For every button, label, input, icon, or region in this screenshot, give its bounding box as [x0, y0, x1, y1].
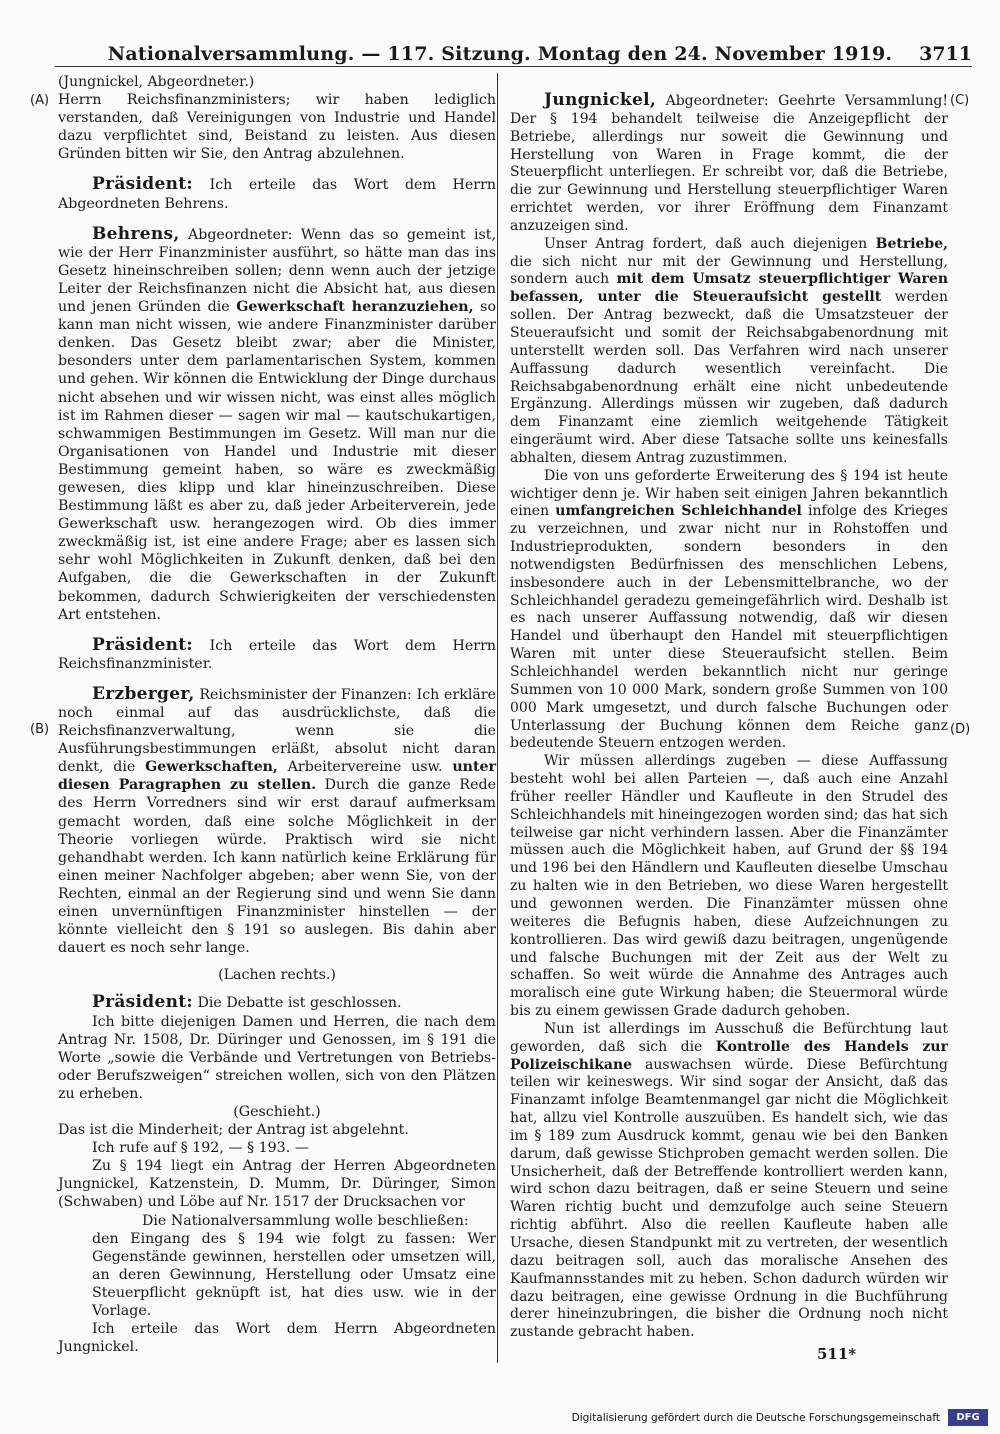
column-divider — [497, 73, 498, 1363]
page-number: 3711 — [919, 43, 972, 65]
running-head: (Jungnickel, Abgeordneter.) — [58, 74, 255, 90]
speaker-name: Jungnickel, — [544, 90, 657, 110]
margin-marker-d: (D) — [950, 722, 971, 737]
paragraph: Behrens, Abgeordneter: Wenn das so gemeint ist, wie der Herr Finanzminister ausführt, so hätte man das ins Gesetz hineinschreiben sollen; denn wenn auch der jetzige Leiter der Reichsfinanzen nicht die Absicht hat, aus diesen und jenen Gründen die Gewerkschaft heranzuziehen, so kann man nicht wissen, wie andere Finanzminister darüber denken. Das Gesetz bleibt zwar; aber die Minister, besonders unter dem parlamentarischen System, kommen und gehen. Wir können die Entwicklung der Dinge durchaus nicht absehen und wir wissen nicht, was einst alles möglich ist im Rahmen dieser — sagen wir mal — kautschukartigen, schwammigen Bestimmungen im Gesetz. Will man nur die Organisationen von Handel und Industrie mit dieser Bestimmung gemeint haben, so wäre es zweckmäßig gewesen, dies klipp und klar hineinzuschreiben. Diese Bestimmung läßt es aber zu, daß jeder Arbeiterverein, jede Gewerkschaft usw. herangezogen wird. Ob dies immer zweckmäßig ist, ist eine andere Frage; aber es lassen sich sehr wohl Möglichkeiten in Zukunft denken, daß bei den Aufgaben, die die Gewerkschaften in der Zukunft bekommen, dadurch Schwierigkeiten der verschiedensten Art entstehen. — [58, 223, 496, 623]
header-title: Nationalversammlung. — 117. Sitzung. Montag den 24. November 1919. — [107, 43, 893, 65]
paragraph: Wir müssen allerdings zugeben — diese Auffassung besteht wohl bei allen Parteien —, daß auch eine Anzahl früher reeller Händler und Kaufleute in den Strudel des Schleichhandels mit hineingezogen worden sind; das hat sich teilweise gar nicht verhindern lassen. Aber die Finanzämter müssen auch die Möglichkeit haben, auf Grund der §§ 194 und 196 bei den Händlern und Kaufleuten dieselbe Umschau zu halten wie in den Betrieben, wo diese Waren hergestellt und gewonnen werden. Die Finanzämter müssen ohne weiteres die Befugnis haben, diese Aufzeichnungen zu kontrollieren. Das wird gewiß dazu beitragen, ungenügende und falsche Buchungen mit der Zeit aus der Welt zu schaffen. So weit würde die Annahme des Antrages auch moralisch eine gute Wirkung haben; die Steuermoral würde bis zu einem gewissen Grade dadurch gehoben. — [510, 753, 948, 1020]
paragraph: Jungnickel, Abgeordneter: Geehrte Versammlung! Der § 194 behandelt teilweise die Anzeigepflicht der Betriebe, allerdings nur soweit die Gewinnung und Herstellung von Waren in Frage kommt, die der Steuerpflicht unterliegen. Er schreibt vor, daß die Betriebe, die zur Gewinnung und Herstellung steuerpflichtiger Waren errichtet werden, vor ihrer Eröffnung dem Finanzamt anzuzeigen sind. — [510, 90, 948, 234]
margin-marker-c: (C) — [950, 93, 970, 108]
interjection: (Geschieht.) — [233, 1103, 321, 1120]
paragraph: Präsident: Ich erteile das Wort dem Herrn Abgeordneten Behrens. — [58, 174, 496, 212]
right-column — [510, 73, 948, 1342]
paragraph: Ich rufe auf § 192, — § 193. — — [92, 1140, 309, 1157]
speaker-name: Präsident: — [92, 992, 193, 1013]
paragraph: Erzberger, Reichsminister der Finanzen: Ich erkläre noch einmal auf das ausdrücklichste, daß die Reichsfinanzverwaltung, wenn sie die Ausführungsbestimmungen erläßt, absolut nicht daran denkt, die Gewerkschaften, Arbeitervereine usw. unter diesen Paragraphen zu stellen. Durch die ganze Rede des Herrn Vorredners sind wir erst darauf aufmerksam gemacht worden, daß eine solche Möglichkeit in der Theorie vorliegen würde. Praktisch wird sie nicht gehandhabt werden. Ich kann natürlich keine Erklärung für einen meiner Nachfolger abgeben; aber wenn Sie, von der Rechten, einmal an der Regierung sind und wenn Sie dann einen unvernünftigen Finanzminister hinstellen — der könnte vielleicht den § 191 so auslegen. Bis dahin aber dauert es noch sehr lange. — [58, 683, 496, 957]
speaker-name: Präsident: — [92, 634, 193, 655]
paragraph: Präsident: Ich erteile das Wort dem Herrn Reichsfinanzminister. — [58, 634, 496, 672]
paragraph: Unser Antrag fordert, daß auch diejenigen Betriebe, die sich nicht nur mit der Gewinnung und Herstellung, sondern auch mit dem Umsatz steuerpflichtiger Waren befassen, unter die Steueraufsicht gestellt werden sollen. Der Antrag bezweckt, daß die Umsatzsteuer der Steueraufsicht und somit der Reichsabgabenordnung mit unterstellt werden soll. Das Verfahren wird nach unserer Auffassung dadurch wesentlich vereinfacht. Die Reichsabgabenordnung erhält eine nicht unbedeutende Ergänzung. Allerdings müssen wir zugeben, daß dadurch dem Finanzamt eine ziemlich weitgehende Tätigkeit eingeräumt wird. Aber diese Tatsache sollte uns keinesfalls abhalten, diesem Antrag zuzustimmen. — [510, 235, 948, 466]
page-header — [0, 40, 1000, 68]
paragraph: Herrn Reichsfinanzministers; wir haben lediglich verstanden, daß Vereinigungen von Industrie und Handel dazu verpflichtet sind, Beistand zu leisten. Aus diesen Gründen bitten wir Sie, den Antrag abzulehnen. — [58, 92, 496, 163]
speaker-name: Präsident: — [92, 174, 193, 195]
motion-text: den Eingang des § 194 wie folgt zu fassen: Wer Gegenstände gewinnen, herstellen oder umsetzen will, an deren Gewinnung, Herstellung oder Umsatz eine Steuerpflicht geknüpft ist, hat dies usw. wie in der Vorlage. — [92, 1230, 496, 1319]
margin-marker-b: (B) — [30, 722, 50, 737]
dfg-logo: DFG — [948, 1409, 988, 1426]
footer-credit: Digitalisierung gefördert durch die Deutsche Forschungsgemeinschaft — [571, 1412, 940, 1424]
paragraph: Das ist die Minderheit; der Antrag ist abgelehnt. — [58, 1122, 409, 1139]
speaker-name: Behrens, — [92, 223, 180, 244]
paragraph: Präsident: Die Debatte ist geschlossen. — [92, 992, 402, 1013]
interjection: (Lachen rechts.) — [218, 967, 336, 984]
speaker-name: Erzberger, — [92, 683, 195, 704]
signature-mark: 511* — [817, 1345, 857, 1363]
header-rule — [55, 66, 972, 67]
paragraph: Zu § 194 liegt ein Antrag der Herren Abgeordneten Jungnickel, Katzenstein, D. Mumm, Dr. Düringer, Simon (Schwaben) und Löbe auf Nr. 1517 der Drucksachen vor — [58, 1158, 496, 1211]
paragraph: Ich erteile das Wort dem Herrn Abgeordneten Jungnickel. — [58, 1321, 496, 1356]
left-column — [58, 73, 496, 1356]
paragraph: Nun ist allerdings im Ausschuß die Befürchtung laut geworden, daß sich die Kontrolle des Handels zur Polizeischikane auswachsen würde. Diese Befürchtung teilen wir keineswegs. Wir sind sogar der Ansicht, daß das Finanzamt infolge Beamtenmangel gar nicht die Möglichkeit hat, allzu viel Kontrolle auszuüben. Es handelt sich, wie das im § 189 zum Ausdruck kommt, genau wie bei den Banken darum, daß gewisse Stichproben gemacht werden sollen. Die Unsicherheit, daß der Betreffende kontrolliert werden kann, wird schon dazu beitragen, daß er seine Steuern und seine Waren richtig bucht und demzufolge auch seine Steuern richtig abführt. Also die reellen Kaufleute haben alle Ursache, diesen Standpunkt mit zu vertreten, der wesentlich dazu beitragen soll, auch das moralische Ansehen des Kaufmannsstandes mit zu heben. Schon dadurch würden wir dazu beitragen, eine gewisse Ordnung in die Buchführung derer hineinzubringen, die bisher die Ordnung noch nicht zustande gebracht haben. — [510, 1020, 948, 1341]
paragraph: Die von uns geforderte Erweiterung des § 194 ist heute wichtiger denn je. Wir haben seit einigen Jahren bekanntlich einen umfangreichen Schleichhandel infolge des Krieges zu verzeichnen, und zwar nicht nur in Rohstoffen und Industrieprodukten, sondern besonders in den notwendigsten Bedürfnissen des menschlichen Lebens, insbesondere auch in der Lebensmittelbranche, wo der Schleichhandel geradezu gemeingefährlich wird. Deshalb ist es nach unserer Auffassung notwendig, daß wir diesen Handel und überhaupt den Handel mit steuerpflichtigen Waren mit unter diese Steueraufsicht stellen. Beim Schleichhandel werden bekanntlich nicht nur geringe Summen von 10 000 Mark, sondern große Summen von 100 000 Mark umgesetzt, und durch falsche Buchungen oder Unterlassung der Buchung können dem Reiche ganz bedeutende Steuern entzogen werden. — [510, 467, 948, 752]
paragraph: Ich bitte diejenigen Damen und Herren, die nach dem Antrag Nr. 1508, Dr. Düringer und Genossen, im § 191 die Worte „sowie die Verbände und Vertretungen von Betriebs- oder Berufszweigen“ streichen wollen, sich von den Plätzen zu erheben. — [58, 1013, 496, 1102]
motion-heading: Die Nationalversammlung wolle beschließen: — [142, 1212, 469, 1229]
margin-marker-a: (A) — [30, 93, 50, 108]
